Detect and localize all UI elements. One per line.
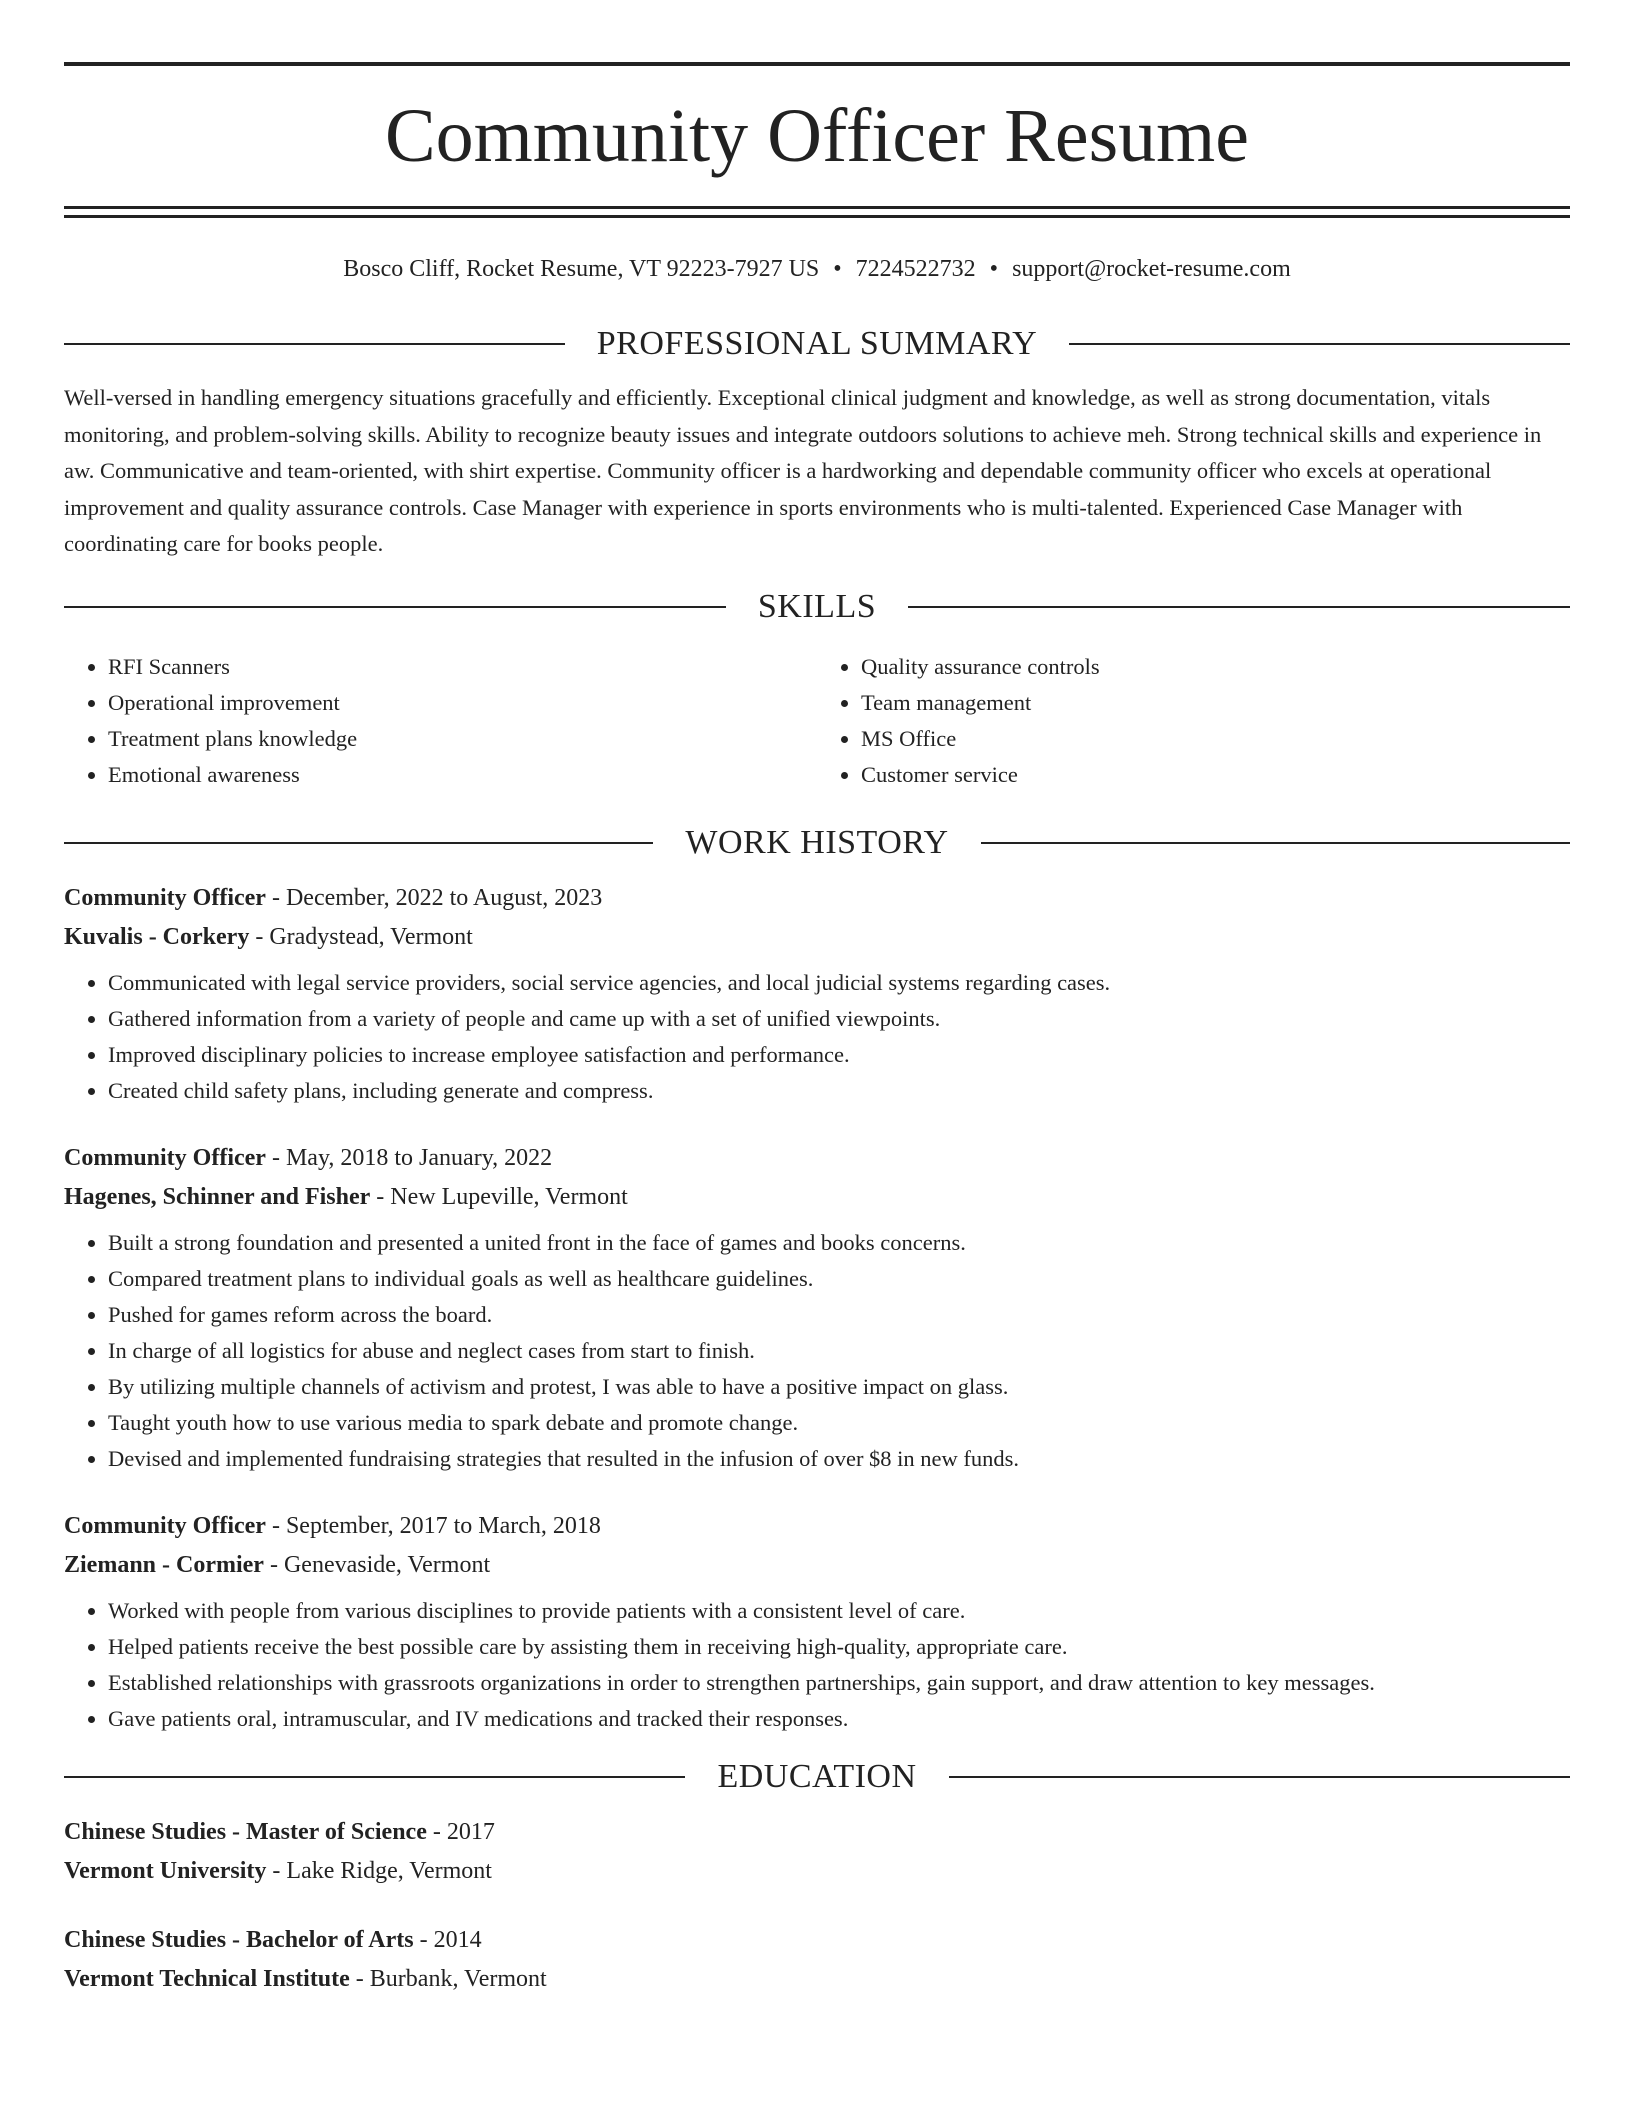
- section-title-education: EDUCATION: [717, 1757, 917, 1795]
- job-dates: September, 2017 to March, 2018: [285, 1512, 601, 1539]
- job-bullet: • Compared treatment plans to individual goals as well as healthcare guidelines.: [108, 1261, 1570, 1297]
- skill-item: • Customer service: [861, 757, 1570, 793]
- section-rule: [949, 1776, 1570, 1778]
- resume-title: Community Officer Resume: [384, 94, 1250, 178]
- job-title-line: Community Officer - May, 2018 to January, 2022: [64, 1144, 553, 1171]
- education-school: Vermont Technical Institute: [64, 1965, 350, 1992]
- job-employer: Kuvalis - Corkery: [64, 923, 250, 950]
- education-year: 2017: [446, 1818, 495, 1845]
- job-bullet: • Built a strong foundation and presented a united front in the face of games and books concerns.: [108, 1225, 1570, 1261]
- job-employer-line: Kuvalis - Corkery - Gradystead, Vermont: [64, 923, 473, 950]
- section-rule: [64, 842, 653, 844]
- skills-column-left: [64, 649, 817, 793]
- job-dates: December, 2022 to August, 2023: [285, 884, 603, 911]
- contact-separator: •: [989, 256, 999, 282]
- education-location: Lake Ridge, Vermont: [286, 1857, 492, 1884]
- section-title-work: WORK HISTORY: [685, 823, 949, 861]
- education-degree: Chinese Studies - Master of Science: [64, 1818, 427, 1845]
- education-degree: Chinese Studies - Bachelor of Arts: [64, 1926, 414, 1953]
- skill-item: • RFI Scanners: [108, 649, 817, 685]
- job-bullet: • Taught youth how to use various media to spark debate and promote change.: [108, 1405, 1570, 1441]
- skill-item: • Operational improvement: [108, 685, 817, 721]
- education-school-line: Vermont University - Lake Ridge, Vermont: [64, 1857, 492, 1884]
- job-employer: Ziemann - Cormier: [64, 1551, 264, 1578]
- job-bullet: • Communicated with legal service providers, social service agencies, and local judicial systems regarding cases.: [108, 965, 1570, 1001]
- job-employer: Hagenes, Schinner and Fisher: [64, 1183, 371, 1210]
- skill-item: • Quality assurance controls: [861, 649, 1570, 685]
- contact-line: [64, 256, 1570, 296]
- education-entry: [64, 1813, 1570, 1891]
- job-bullet: • Devised and implemented fundraising strategies that resulted in the infusion of over $8 in new funds.: [108, 1441, 1570, 1477]
- section-rule: [64, 606, 726, 608]
- skill-item: • Treatment plans knowledge: [108, 721, 817, 757]
- education-degree-line: Chinese Studies - Master of Science - 2017: [64, 1818, 495, 1845]
- job-bullets: [64, 1225, 1570, 1477]
- job-entry: [64, 1139, 1570, 1477]
- job-bullet: • Helped patients receive the best possible care by assisting them in receiving high-quality, appropriate care.: [108, 1629, 1570, 1665]
- education-degree-line: Chinese Studies - Bachelor of Arts - 2014: [64, 1926, 482, 1953]
- job-title-line: Community Officer - September, 2017 to March, 2018: [64, 1512, 601, 1539]
- section-rule: [64, 1776, 685, 1778]
- education-year: 2014: [433, 1926, 482, 1953]
- summary-section-header: [64, 324, 1570, 364]
- job-location: New Lupeville, Vermont: [390, 1183, 628, 1210]
- education-section-header: [64, 1757, 1570, 1797]
- section-rule: [981, 842, 1570, 844]
- job-bullet: • By utilizing multiple channels of activism and protest, I was able to have a positive impact on glass.: [108, 1369, 1570, 1405]
- job-bullet: • Established relationships with grassroots organizations in order to strengthen partnerships, gain support, and draw attention to key messages.: [108, 1665, 1570, 1701]
- job-title-line: Community Officer - December, 2022 to August, 2023: [64, 884, 603, 911]
- section-title-summary: PROFESSIONAL SUMMARY: [596, 325, 1038, 362]
- job-location: Gradystead, Vermont: [269, 923, 473, 950]
- contact-separator: •: [833, 256, 842, 282]
- section-rule: [64, 343, 565, 345]
- job-bullets: [64, 965, 1570, 1109]
- education-entry: [64, 1921, 1570, 1999]
- job-employer-line: Ziemann - Cormier - Genevaside, Vermont: [64, 1551, 491, 1578]
- contact-address: Bosco Cliff, Rocket Resume, VT 92223-7927 US: [343, 256, 820, 282]
- skills-list: [64, 649, 1570, 793]
- job-bullet: • Created child safety plans, including generate and compress.: [108, 1073, 1570, 1109]
- contact-phone: 7224522732: [855, 256, 976, 282]
- section-rule: [1069, 343, 1570, 345]
- job-bullet: • Pushed for games reform across the board.: [108, 1297, 1570, 1333]
- education-location: Burbank, Vermont: [369, 1965, 547, 1992]
- job-dates: May, 2018 to January, 2022: [285, 1144, 553, 1171]
- job-bullet: • Gathered information from a variety of people and came up with a set of unified viewpoints.: [108, 1001, 1570, 1037]
- job-title: Community Officer: [64, 1144, 266, 1171]
- skills-section-header: [64, 587, 1570, 627]
- job-title: Community Officer: [64, 884, 266, 911]
- education-school: Vermont University: [64, 1857, 267, 1884]
- job-title: Community Officer: [64, 1512, 266, 1539]
- contact-email: support@rocket-resume.com: [1012, 256, 1291, 282]
- job-bullets: [64, 1593, 1570, 1737]
- section-rule: [908, 606, 1570, 608]
- resume-page: [64, 62, 1570, 1999]
- work-section-header: [64, 823, 1570, 863]
- job-bullet: • Gave patients oral, intramuscular, and IV medications and tracked their responses.: [108, 1701, 1570, 1737]
- section-title-skills: SKILLS: [757, 587, 877, 625]
- job-entry: [64, 879, 1570, 1109]
- skill-item: • Emotional awareness: [108, 757, 817, 793]
- job-employer-line: Hagenes, Schinner and Fisher - New Lupeville, Vermont: [64, 1183, 628, 1210]
- job-location: Genevaside, Vermont: [283, 1551, 491, 1578]
- skills-column-right: [817, 649, 1570, 793]
- title-double-rule: [64, 206, 1570, 218]
- job-entry: [64, 1507, 1570, 1737]
- education-school-line: Vermont Technical Institute - Burbank, Vermont: [64, 1965, 547, 1992]
- job-bullet: • Improved disciplinary policies to increase employee satisfaction and performance.: [108, 1037, 1570, 1073]
- skill-item: • MS Office: [861, 721, 1570, 757]
- skill-item: • Team management: [861, 685, 1570, 721]
- job-bullet: • In charge of all logistics for abuse and neglect cases from start to finish.: [108, 1333, 1570, 1369]
- job-bullet: • Worked with people from various disciplines to provide patients with a consistent level of care.: [108, 1593, 1570, 1629]
- summary-text: Well-versed in handling emergency situations gracefully and efficiently. Exceptional clinical judgment and knowledge, as well as strong documentation, vitals monitoring, and problem-solving skills. Ability to recognize beauty issues and integrate outdoors solutions to achieve meh. Strong technical skills and experience in aw. Communicative and team-oriented, with shirt expertise. Community officer is a hardworking and dependable community officer who excels at operational improvement and quality assurance controls. Case Manager with experience in sports environments who is multi-talented. Experienced Case Manager with coordinating care for books people.: [64, 385, 1542, 556]
